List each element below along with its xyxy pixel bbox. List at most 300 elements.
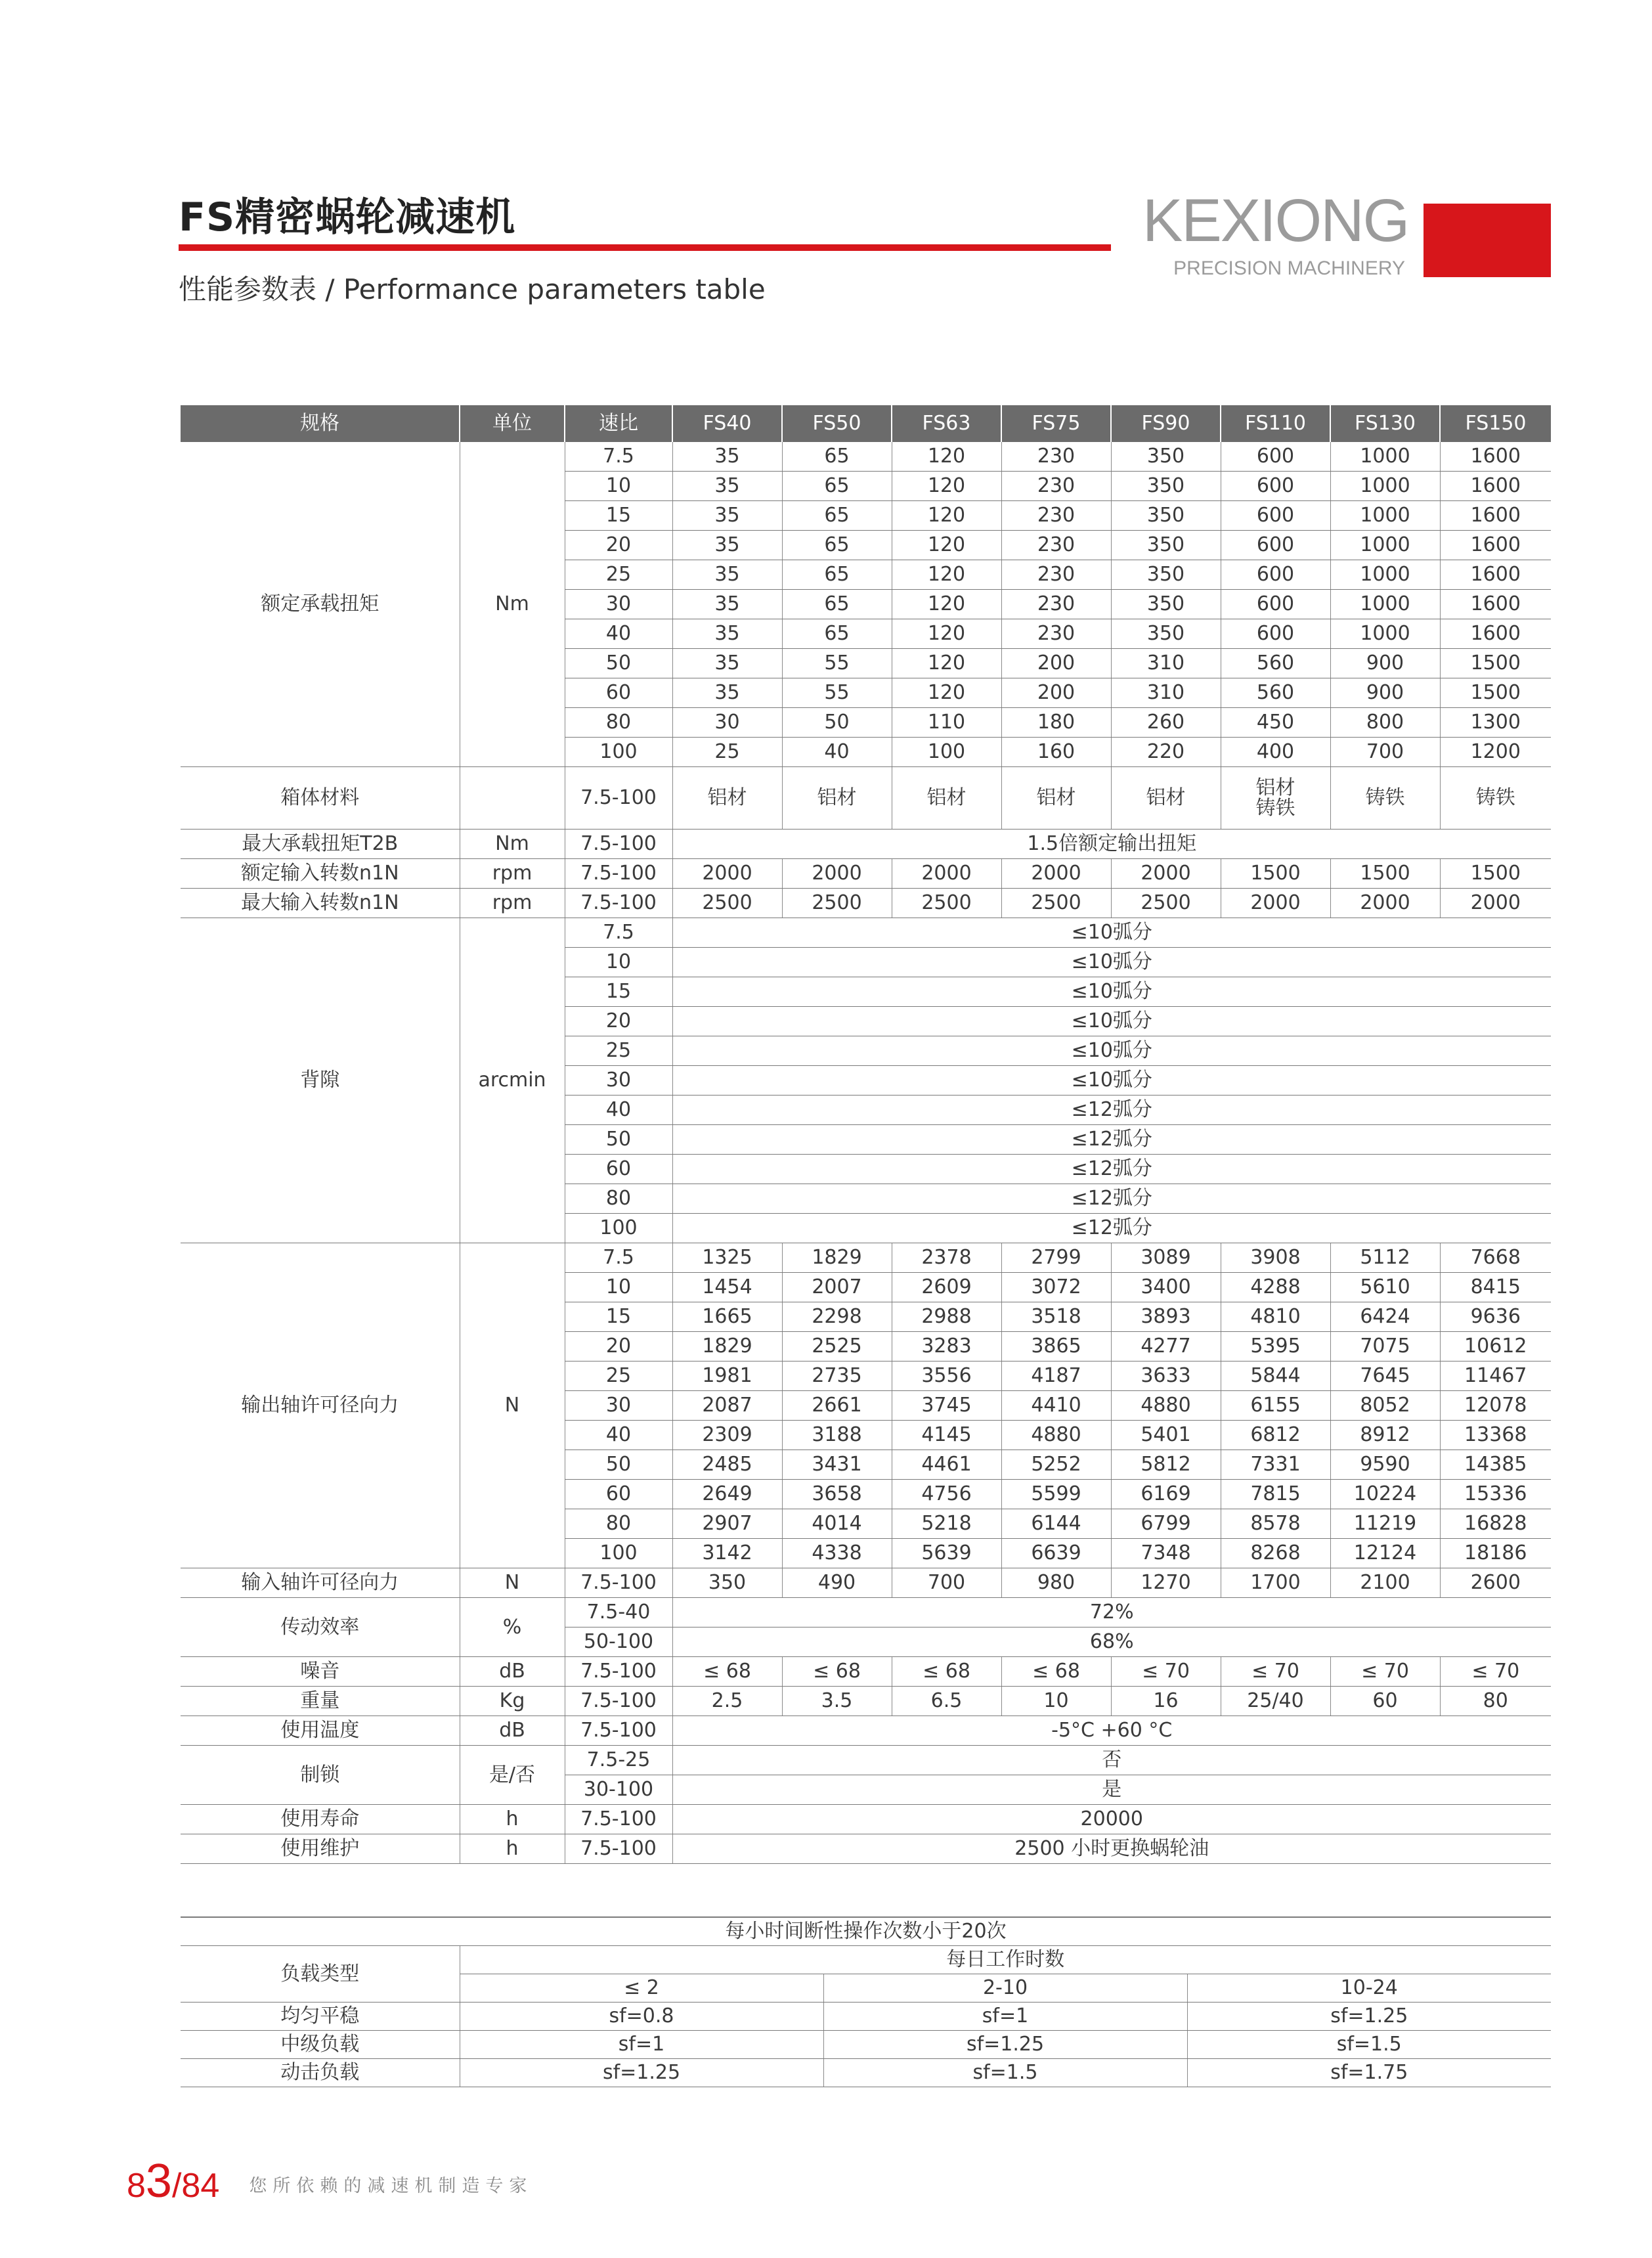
header-cell: FS50	[782, 405, 892, 442]
value-cell: 2500	[782, 889, 892, 918]
value-cell: ≤12弧分	[672, 1214, 1551, 1243]
ratio-cell: 7.5-100	[565, 830, 672, 859]
value-cell: 2735	[782, 1361, 892, 1391]
ratio-cell: 30-100	[565, 1775, 672, 1805]
value-cell: 600	[1221, 619, 1330, 649]
row-label: 使用维护	[181, 1834, 460, 1864]
page-current: 3	[145, 2155, 172, 2207]
value-cell: 1600	[1440, 472, 1551, 501]
value-cell: 120	[892, 472, 1001, 501]
row-label: 重量	[181, 1687, 460, 1716]
unit-cell: Nm	[460, 830, 565, 859]
value-cell: 5844	[1221, 1361, 1330, 1391]
value-cell: 2600	[1440, 1568, 1551, 1598]
value-cell: 40	[782, 738, 892, 767]
value-cell: 铝材	[1001, 767, 1111, 830]
value-cell: 5395	[1221, 1332, 1330, 1361]
ratio-cell: 60	[565, 1480, 672, 1509]
row-label: 使用寿命	[181, 1805, 460, 1834]
value-cell: 2000	[672, 859, 782, 889]
value-cell: 1.5倍额定输出扭矩	[672, 830, 1551, 859]
table-row	[181, 1657, 1551, 1687]
ratio-cell: 20	[565, 1007, 672, 1036]
value-cell: 铸铁	[1440, 767, 1551, 830]
value-cell: 2485	[672, 1450, 782, 1480]
table-row	[181, 889, 1551, 918]
value-cell: 3188	[782, 1421, 892, 1450]
header-cell: FS110	[1221, 405, 1330, 442]
value-cell: ≤10弧分	[672, 1007, 1551, 1036]
table-row	[181, 1805, 1551, 1834]
value-cell: 12078	[1440, 1391, 1551, 1421]
unit-cell: 是/否	[460, 1746, 565, 1805]
value-cell: 120	[892, 590, 1001, 619]
value-cell: 3658	[782, 1480, 892, 1509]
value-cell: 25	[672, 738, 782, 767]
value-cell: 1600	[1440, 560, 1551, 590]
sf-cell: sf=0.8	[460, 2003, 823, 2031]
value-cell: 2087	[672, 1391, 782, 1421]
row-label: 额定承载扭矩	[181, 442, 460, 767]
value-cell: 1270	[1111, 1568, 1221, 1598]
value-cell: 3908	[1221, 1243, 1330, 1273]
page-subtitle: 性能参数表 / Performance parameters table	[179, 273, 766, 305]
value-cell: 310	[1111, 678, 1221, 708]
value-cell: 2500	[672, 889, 782, 918]
value-cell: 35	[672, 472, 782, 501]
value-cell: 1665	[672, 1302, 782, 1332]
value-cell: 8415	[1440, 1273, 1551, 1302]
table-row	[181, 1917, 1551, 1946]
ratio-cell: 7.5-100	[565, 1657, 672, 1687]
value-cell: 1000	[1330, 501, 1440, 531]
value-cell: 700	[1330, 738, 1440, 767]
ratio-cell: 15	[565, 501, 672, 531]
value-cell: ≤ 68	[782, 1657, 892, 1687]
value-cell: 230	[1001, 590, 1111, 619]
row-label: 背隙	[181, 918, 460, 1243]
value-cell: 25/40	[1221, 1687, 1330, 1716]
table-row	[181, 859, 1551, 889]
header-cell: 单位	[460, 405, 565, 442]
value-cell: 4810	[1221, 1302, 1330, 1332]
value-cell: 2525	[782, 1332, 892, 1361]
brand-name: KEXIONG	[1142, 187, 1409, 254]
value-cell: 160	[1001, 738, 1111, 767]
ratio-cell: 40	[565, 1096, 672, 1125]
ratio-cell: 7.5	[565, 918, 672, 948]
value-cell: 3556	[892, 1361, 1001, 1391]
ratio-cell: 50-100	[565, 1627, 672, 1657]
value-cell: 5610	[1330, 1273, 1440, 1302]
value-cell: 4880	[1001, 1421, 1111, 1450]
value-cell: 4277	[1111, 1332, 1221, 1361]
unit-cell: dB	[460, 1657, 565, 1687]
value-cell: 35	[672, 442, 782, 472]
row-label: 最大承载扭矩T2B	[181, 830, 460, 859]
value-cell: 230	[1001, 531, 1111, 560]
unit-cell: h	[460, 1834, 565, 1864]
value-cell: ≤ 68	[672, 1657, 782, 1687]
value-cell: 1500	[1330, 859, 1440, 889]
value-cell: 2298	[782, 1302, 892, 1332]
value-cell: 65	[782, 531, 892, 560]
value-cell: 450	[1221, 708, 1330, 738]
value-cell: 100	[892, 738, 1001, 767]
brand-tagline: PRECISION MACHINERY	[1173, 257, 1405, 279]
ratio-cell: 60	[565, 678, 672, 708]
value-cell: 980	[1001, 1568, 1111, 1598]
unit-cell: N	[460, 1243, 565, 1568]
value-cell: 2000	[1111, 859, 1221, 889]
page-total: /84	[171, 2167, 220, 2205]
value-cell: 1500	[1440, 649, 1551, 678]
unit-cell: rpm	[460, 889, 565, 918]
value-cell: 8578	[1221, 1509, 1330, 1539]
value-cell: 6424	[1330, 1302, 1440, 1332]
value-cell: 1200	[1440, 738, 1551, 767]
ratio-cell: 30	[565, 590, 672, 619]
value-cell: ≤ 70	[1330, 1657, 1440, 1687]
value-cell: 1600	[1440, 590, 1551, 619]
value-cell: 8912	[1330, 1421, 1440, 1450]
header-cell: FS90	[1111, 405, 1221, 442]
value-cell: ≤ 70	[1221, 1657, 1330, 1687]
value-cell: 2100	[1330, 1568, 1440, 1598]
load-row-label: 动击负载	[181, 2059, 460, 2087]
ratio-cell: 7.5-100	[565, 889, 672, 918]
sf-cell: sf=1.25	[460, 2059, 823, 2087]
value-cell: 10	[1001, 1687, 1111, 1716]
ratio-cell: 80	[565, 708, 672, 738]
value-cell: 16	[1111, 1687, 1221, 1716]
value-cell: 2500 小时更换蜗轮油	[672, 1834, 1551, 1864]
value-cell: 180	[1001, 708, 1111, 738]
value-cell: 15336	[1440, 1480, 1551, 1509]
value-cell: 120	[892, 649, 1001, 678]
value-cell: 1000	[1330, 619, 1440, 649]
page-number	[127, 2155, 220, 2207]
value-cell: 110	[892, 708, 1001, 738]
unit-cell: %	[460, 1598, 565, 1657]
value-cell: 9590	[1330, 1450, 1440, 1480]
value-cell: 2000	[1330, 889, 1440, 918]
value-cell: ≤12弧分	[672, 1184, 1551, 1214]
value-cell: 8268	[1221, 1539, 1330, 1568]
ratio-cell: 100	[565, 738, 672, 767]
value-cell: ≤12弧分	[672, 1096, 1551, 1125]
value-cell: 2988	[892, 1302, 1001, 1332]
ratio-cell: 25	[565, 1361, 672, 1391]
unit-cell: dB	[460, 1716, 565, 1746]
table-row	[181, 1834, 1551, 1864]
value-cell: ≤10弧分	[672, 1036, 1551, 1066]
value-cell: 铝材	[782, 767, 892, 830]
value-cell: 65	[782, 472, 892, 501]
value-cell: 2500	[1001, 889, 1111, 918]
value-cell: 120	[892, 531, 1001, 560]
value-cell: 3072	[1001, 1273, 1111, 1302]
ratio-cell: 10	[565, 1273, 672, 1302]
value-cell: 1000	[1330, 442, 1440, 472]
ratio-cell: 80	[565, 1509, 672, 1539]
ratio-cell: 10	[565, 948, 672, 977]
value-cell: 是	[672, 1775, 1551, 1805]
value-cell: 1829	[782, 1243, 892, 1273]
ratio-cell: 20	[565, 531, 672, 560]
sf-cell: sf=1.5	[1187, 2031, 1551, 2059]
value-cell: 120	[892, 619, 1001, 649]
value-cell: 560	[1221, 678, 1330, 708]
value-cell: 2000	[1001, 859, 1111, 889]
ratio-cell: 7.5-100	[565, 1716, 672, 1746]
table-row	[181, 1243, 1551, 1273]
value-cell: 5812	[1111, 1450, 1221, 1480]
value-cell: 7348	[1111, 1539, 1221, 1568]
value-cell: 1600	[1440, 442, 1551, 472]
brand-logo	[1142, 187, 1409, 280]
value-cell: 5401	[1111, 1421, 1221, 1450]
value-cell: 120	[892, 678, 1001, 708]
value-cell: 3089	[1111, 1243, 1221, 1273]
table-row	[181, 2003, 1551, 2031]
value-cell: 6.5	[892, 1687, 1001, 1716]
ratio-cell: 25	[565, 1036, 672, 1066]
value-cell: ≤10弧分	[672, 977, 1551, 1007]
value-cell: 14385	[1440, 1450, 1551, 1480]
value-cell: 2500	[892, 889, 1001, 918]
value-cell: 13368	[1440, 1421, 1551, 1450]
value-cell: 2907	[672, 1509, 782, 1539]
value-cell: -5°C +60 °C	[672, 1716, 1551, 1746]
value-cell: 5639	[892, 1539, 1001, 1568]
value-cell: 35	[672, 560, 782, 590]
page-prefix: 8	[127, 2167, 146, 2205]
ratio-cell: 40	[565, 619, 672, 649]
value-cell: 65	[782, 501, 892, 531]
ratio-cell: 100	[565, 1539, 672, 1568]
value-cell: 10224	[1330, 1480, 1440, 1509]
unit-cell: Kg	[460, 1687, 565, 1716]
value-cell: 68%	[672, 1627, 1551, 1657]
table-row	[181, 2031, 1551, 2059]
value-cell: 65	[782, 442, 892, 472]
sf-cell: sf=1.25	[823, 2031, 1187, 2059]
sf-cell: sf=1.5	[823, 2059, 1187, 2087]
value-cell: ≤12弧分	[672, 1125, 1551, 1155]
value-cell: 900	[1330, 649, 1440, 678]
value-cell: 700	[892, 1568, 1001, 1598]
value-cell: 350	[1111, 590, 1221, 619]
value-cell: 1000	[1330, 472, 1440, 501]
value-cell: 1500	[1440, 859, 1551, 889]
value-cell: 5112	[1330, 1243, 1440, 1273]
row-label: 输出轴许可径向力	[181, 1243, 460, 1568]
value-cell: 1454	[672, 1273, 782, 1302]
ratio-cell: 7.5	[565, 442, 672, 472]
unit-cell: Nm	[460, 442, 565, 767]
value-cell: ≤ 68	[892, 1657, 1001, 1687]
unit-cell: rpm	[460, 859, 565, 889]
load-table-title: 每小时间断性操作次数小于20次	[181, 1917, 1551, 1946]
value-cell: 35	[672, 590, 782, 619]
value-cell: 7668	[1440, 1243, 1551, 1273]
value-cell: 2000	[1440, 889, 1551, 918]
value-cell: 1600	[1440, 501, 1551, 531]
sf-cell: sf=1	[823, 2003, 1187, 2031]
value-cell: 350	[1111, 442, 1221, 472]
value-cell: 16828	[1440, 1509, 1551, 1539]
footer-slogan: 您所依赖的减速机制造专家	[249, 2176, 533, 2196]
value-cell: 2.5	[672, 1687, 782, 1716]
ratio-cell: 30	[565, 1391, 672, 1421]
ratio-cell: 7.5-100	[565, 1568, 672, 1598]
value-cell: 350	[1111, 472, 1221, 501]
value-cell: 490	[782, 1568, 892, 1598]
value-cell: 35	[672, 649, 782, 678]
row-label: 箱体材料	[181, 767, 460, 830]
value-cell: 4756	[892, 1480, 1001, 1509]
value-cell: 65	[782, 590, 892, 619]
table-row	[181, 830, 1551, 859]
value-cell: 7645	[1330, 1361, 1440, 1391]
unit-cell	[460, 767, 565, 830]
value-cell: 350	[1111, 501, 1221, 531]
value-cell: 2378	[892, 1243, 1001, 1273]
value-cell: 3745	[892, 1391, 1001, 1421]
load-row-label: 均匀平稳	[181, 2003, 460, 2031]
value-cell: 2609	[892, 1273, 1001, 1302]
value-cell: 3865	[1001, 1332, 1111, 1361]
ratio-cell: 7.5-100	[565, 1805, 672, 1834]
value-cell: 铝材	[672, 767, 782, 830]
value-cell: 1000	[1330, 560, 1440, 590]
value-cell: ≤10弧分	[672, 918, 1551, 948]
ratio-cell: 7.5-100	[565, 767, 672, 830]
value-cell: 4288	[1221, 1273, 1330, 1302]
value-cell: 2661	[782, 1391, 892, 1421]
value-cell: 4338	[782, 1539, 892, 1568]
brand-red-block	[1424, 204, 1551, 277]
value-cell: 4410	[1001, 1391, 1111, 1421]
header-cell: FS40	[672, 405, 782, 442]
table-row	[181, 1716, 1551, 1746]
ratio-cell: 80	[565, 1184, 672, 1214]
value-cell: 1600	[1440, 619, 1551, 649]
value-cell: 72%	[672, 1598, 1551, 1627]
row-label: 制锁	[181, 1746, 460, 1805]
value-cell: 3283	[892, 1332, 1001, 1361]
value-cell: 2799	[1001, 1243, 1111, 1273]
value-cell: 6155	[1221, 1391, 1330, 1421]
value-cell: 铝材 铸铁	[1221, 767, 1330, 830]
value-cell: 3142	[672, 1539, 782, 1568]
ratio-cell: 7.5-100	[565, 859, 672, 889]
value-cell: ≤ 70	[1111, 1657, 1221, 1687]
value-cell: 350	[1111, 619, 1221, 649]
ratio-cell: 25	[565, 560, 672, 590]
sf-cell: sf=1.25	[1187, 2003, 1551, 2031]
table-row	[181, 918, 1551, 948]
value-cell: 230	[1001, 560, 1111, 590]
table-header-row	[181, 405, 1551, 442]
value-cell: 65	[782, 560, 892, 590]
value-cell: 2007	[782, 1273, 892, 1302]
table-row	[181, 1746, 1551, 1775]
header-cell: FS75	[1001, 405, 1111, 442]
value-cell: 18186	[1440, 1539, 1551, 1568]
ratio-cell: 50	[565, 1125, 672, 1155]
value-cell: 65	[782, 619, 892, 649]
hours-label: 每日工作时数	[460, 1946, 1551, 1974]
value-cell: 220	[1111, 738, 1221, 767]
ratio-cell: 10	[565, 472, 672, 501]
value-cell: 600	[1221, 442, 1330, 472]
value-cell: 3633	[1111, 1361, 1221, 1391]
value-cell: ≤10弧分	[672, 1066, 1551, 1096]
row-label: 输入轴许可径向力	[181, 1568, 460, 1598]
load-type-label: 负载类型	[181, 1946, 460, 2003]
header-cell: FS63	[892, 405, 1001, 442]
value-cell: ≤12弧分	[672, 1155, 1551, 1184]
value-cell: 800	[1330, 708, 1440, 738]
value-cell: 1600	[1440, 531, 1551, 560]
value-cell: 600	[1221, 590, 1330, 619]
ratio-cell: 30	[565, 1066, 672, 1096]
value-cell: 1700	[1221, 1568, 1330, 1598]
value-cell: 铸铁	[1330, 767, 1440, 830]
value-cell: 80	[1440, 1687, 1551, 1716]
value-cell: 4880	[1111, 1391, 1221, 1421]
value-cell: ≤10弧分	[672, 948, 1551, 977]
value-cell: 7815	[1221, 1480, 1330, 1509]
row-label: 额定输入转数n1N	[181, 859, 460, 889]
performance-table	[181, 405, 1551, 1864]
ratio-cell: 100	[565, 1214, 672, 1243]
value-cell: 6812	[1221, 1421, 1330, 1450]
ratio-cell: 50	[565, 649, 672, 678]
value-cell: 2000	[1221, 889, 1330, 918]
value-cell: 35	[672, 531, 782, 560]
value-cell: 30	[672, 708, 782, 738]
table-row	[181, 442, 1551, 472]
value-cell: 1500	[1440, 678, 1551, 708]
value-cell: 2309	[672, 1421, 782, 1450]
value-cell: ≤ 70	[1440, 1657, 1551, 1687]
value-cell: 4187	[1001, 1361, 1111, 1391]
value-cell: 5599	[1001, 1480, 1111, 1509]
value-cell: 20000	[672, 1805, 1551, 1834]
value-cell: 3431	[782, 1450, 892, 1480]
value-cell: 7331	[1221, 1450, 1330, 1480]
value-cell: 4145	[892, 1421, 1001, 1450]
value-cell: 否	[672, 1746, 1551, 1775]
value-cell: 560	[1221, 649, 1330, 678]
value-cell: 8052	[1330, 1391, 1440, 1421]
value-cell: 260	[1111, 708, 1221, 738]
value-cell: 1000	[1330, 531, 1440, 560]
value-cell: 1500	[1221, 859, 1330, 889]
value-cell: 6169	[1111, 1480, 1221, 1509]
table-row	[181, 2059, 1551, 2087]
value-cell: 4461	[892, 1450, 1001, 1480]
value-cell: 600	[1221, 501, 1330, 531]
table-row	[181, 767, 1551, 830]
value-cell: 11219	[1330, 1509, 1440, 1539]
value-cell: 600	[1221, 560, 1330, 590]
value-cell: 400	[1221, 738, 1330, 767]
table-row	[181, 1568, 1551, 1598]
